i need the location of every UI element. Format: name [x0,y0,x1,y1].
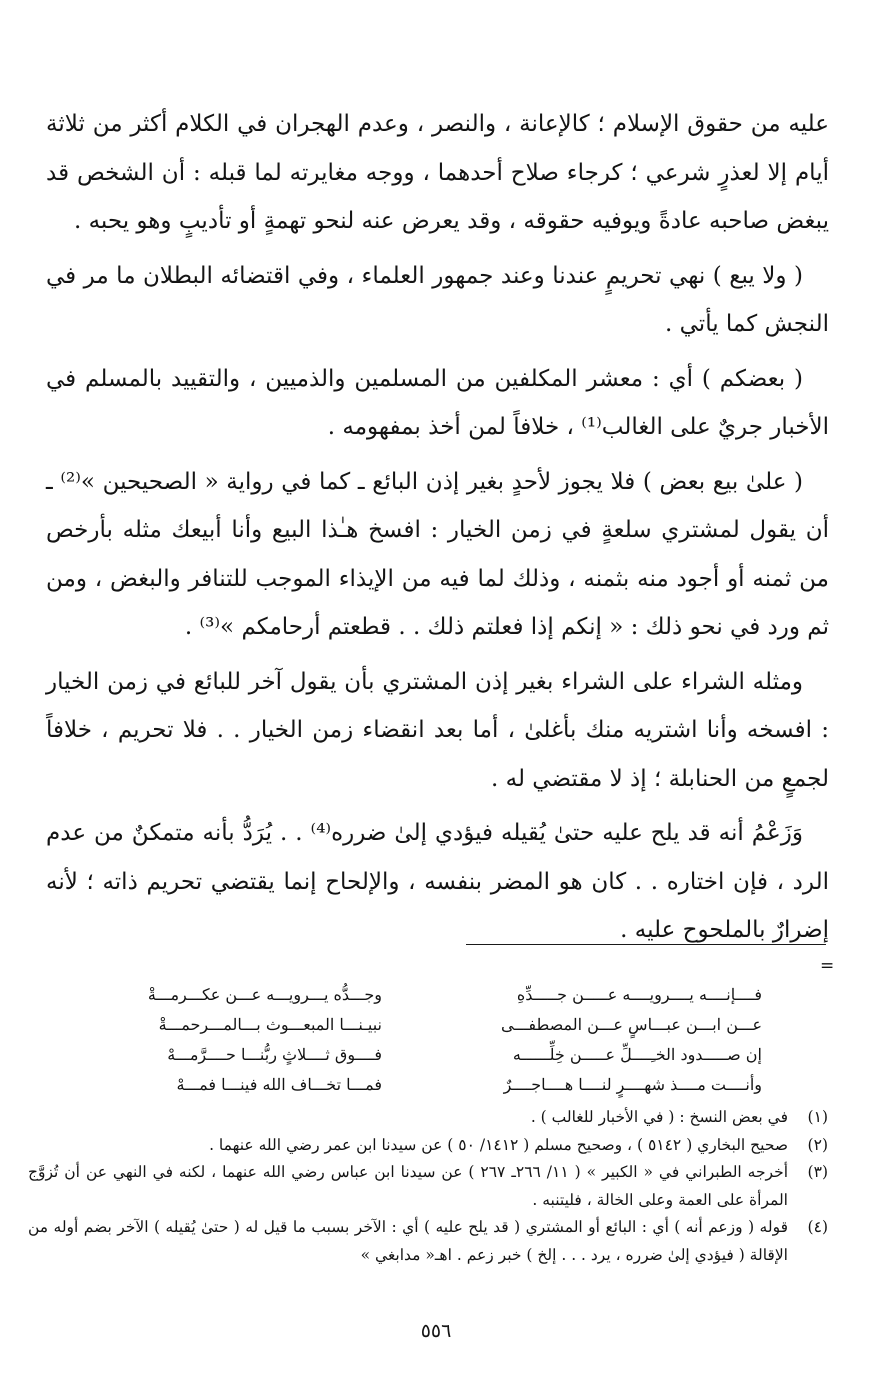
footnote-text: أخرجه الطبراني في « الكبير » ( ١١/ ٢٦٦ـ ٢٦٧ ) عن سيدنا ابن عباس رضي الله عنهما ، لكنه في النهي عن أن تُزوَّج المرأة على العمة وعلى الخالة ، فليتنبه . [28,1163,789,1209]
main-text [46,100,829,961]
footnote-number: (٤) [807,1218,828,1236]
verse-second-hemistich: فــــوق ثــــلاثٍ ربُّنـــا حــــرَّمـــهْ [167,1045,382,1064]
verse-second-hemistich: نبيـنـــا المبعـــوث بـــالمـــرحمـــةْ [158,1015,382,1034]
paragraph-3: ( بعضكم ) أي : معشر المكلفين من المسلمين والذميين ، والتقييد بالمسلم في الأخبار جريٌ على الغالب⁽¹⁾ ، خلافاً لمن أخذ بمفهومه . [46,365,829,440]
verse-second-hemistich: فمـــا تخـــاف الله فينـــا فمـــهْ [176,1075,382,1094]
verse-second-hemistich: وجـــدُّه يـــرويـــه عـــن عكـــرمـــةْ [147,985,382,1004]
footnote-text: في بعض النسخ : ( في الأخبار للغالب ) . [530,1108,788,1126]
continuation-marker: = [820,956,835,976]
verse-first-hemistich: وأنــــت مــــذ شهــــرٍ لنــــا هــــاجــــرٌ [503,1075,762,1094]
paragraph-1: عليه من حقوق الإسلام ؛ كالإعانة ، والنصر ، وعدم الهجران في الكلام أكثر من ثلاثة أيام إلا لعذرٍ شرعي ؛ كرجاء صلاح أحدهما ، ووجه مغايرته لما قبله : أن الشخص قد يبغض صاحبه عادةً ويوفيه حقوقه ، وقد يعرض عنه لنحو تهمةٍ أو تأديبٍ وهو يحبه . [46,111,829,234]
verse-first-hemistich: عـــن ابـــن عبـــاسٍ عـــن المصطفـــى [501,1015,762,1034]
paragraph-6: وَزَعْمُ أنه قد يلح عليه حتىٰ يُقيله فيؤدي إلىٰ ضرره⁽⁴⁾ . . يُرَدُّ بأنه متمكنٌ من عدم الرد ، فإن اختاره . . كان هو المضر بنفسه ، والإلحاح إنما يقتضي تحريم ذاته ؛ لأنه إضرارٌ بالملحوح عليه . [46,820,829,943]
poem-verse [62,1010,762,1040]
footnotes [28,1104,828,1269]
footnote-number: (٣) [807,1163,828,1181]
paragraph-2: ( ولا يبع ) نهي تحريمٍ عندنا وعند جمهور العلماء ، وفي اقتضائه البطلان ما مر في النجش كما يأتي . [46,262,829,337]
verse-first-hemistich: فــــإنــــه يــــرويــــه عـــــن جـــــدِّهِ [516,985,762,1004]
page-number: ٥٥٦ [420,1320,452,1342]
footnote-2 [28,1132,828,1160]
paragraph-5: ومثله الشراء على الشراء بغير إذن المشتري بأن يقول آخر للبائع في زمن الخيار : افسخه وأنا اشتريه منك بأغلىٰ ، أما بعد انقضاء زمن الخيار . . فلا تحريم ، خلافاً لجمعٍ من الحنابلة ؛ إذ لا مقتضي له . [46,668,829,792]
footnote-number: (٢) [807,1135,828,1154]
poem-verse [62,1040,762,1070]
footnote-text: قوله ( وزعم أنه ) أي : البائع أو المشتري ( قد يلح عليه ) أي : الآخر بسبب ما قيل له ( حتىٰ يُقيله ) الآخر بضم أوله من الإقالة ( فيؤدي إلىٰ ضرره ، يرد . . . إلخ ) خبر زعم . اهـ« مدابغي » [28,1218,788,1264]
footnote-number: (١) [807,1108,828,1126]
footnote-1 [28,1104,828,1132]
paragraph-4: ( علىٰ بيع بعض ) فلا يجوز لأحدٍ بغير إذن البائع ـ كما في رواية « الصحيحين »⁽²⁾ ـ أن يقول لمشتري سلعةٍ في زمن الخيار : افسخ هـٰذا البيع وأنا أبيعك مثله بأرخص من ثمنه أو أجود منه بثمنه ، وذلك لما فيه من الإيذاء الموجب للتنافر والبغض ، ومن ثم ورد في نحو ذلك : « إنكم إذا فعلتم ذلك . . قطعتم أرحامكم »⁽³⁾ . [46,468,829,640]
footnote-3 [28,1159,828,1214]
verse-first-hemistich: إن صـــــدود الخـِــــلِّ عـــــن خِلِّــــــه [512,1045,762,1064]
footnote-4 [28,1214,828,1269]
footnote-text: صحيح البخاري ( ٥١٤٢ ) ، وصحيح مسلم ( ١٤١٢/ ٥٠ ) عن سيدنا ابن عمر رضي الله عنهما . [209,1135,788,1154]
footnote-separator [466,944,826,945]
poem-verse [62,1070,762,1100]
poem-verse [62,980,762,1010]
footnote-poem [62,980,762,1100]
